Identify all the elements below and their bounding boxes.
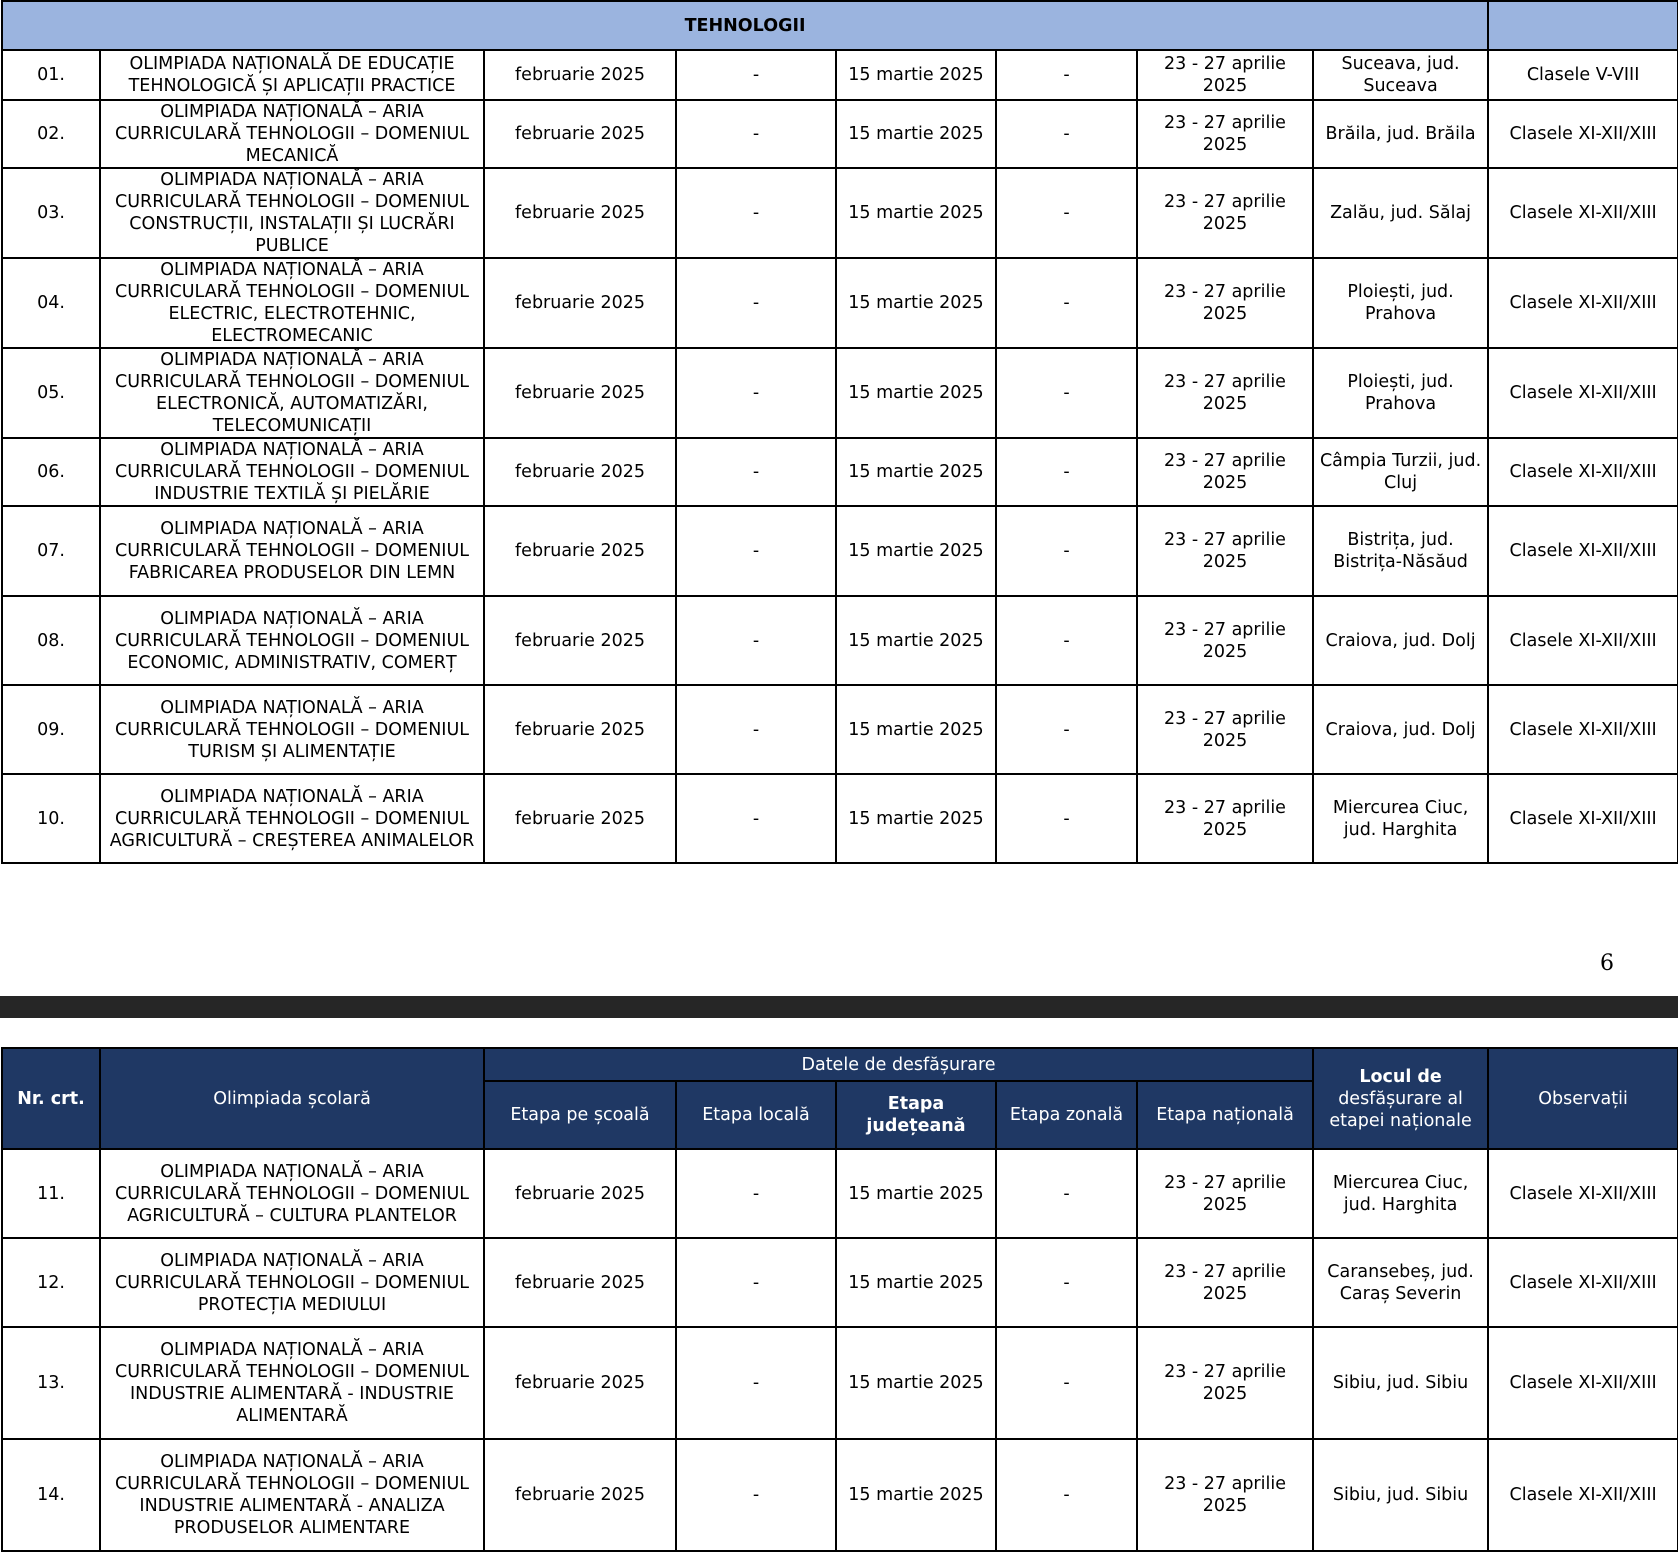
observatii: Clasele V-VIII	[1488, 50, 1678, 100]
etapa-scoala: februarie 2025	[484, 100, 676, 168]
etapa-nationala: 23 - 27 aprilie 2025	[1137, 774, 1313, 863]
table-row	[2, 774, 1678, 863]
table-row	[2, 1439, 1678, 1551]
locul-desfasurare: Miercurea Ciuc, jud. Harghita	[1313, 1149, 1488, 1238]
olympiad-name: OLIMPIADA NAȚIONALĂ – ARIA CURRICULARĂ TEHNOLOGII – DOMENIUL CONSTRUCȚII, INSTALAȚII ȘI LUCRĂRI PUBLICE	[100, 168, 484, 258]
row-number: 04.	[2, 258, 100, 348]
etapa-locala: -	[676, 100, 836, 168]
locul-desfasurare: Zalău, jud. Sălaj	[1313, 168, 1488, 258]
row-number: 02.	[2, 100, 100, 168]
locul-desfasurare: Câmpia Turzii, jud. Cluj	[1313, 438, 1488, 506]
olympiad-name: OLIMPIADA NAȚIONALĂ – ARIA CURRICULARĂ TEHNOLOGII – DOMENIUL INDUSTRIE ALIMENTARĂ - ANALIZA PRODUSELOR ALIMENTARE	[100, 1439, 484, 1551]
etapa-zonala: -	[996, 1149, 1137, 1238]
observatii: Clasele XI-XII/XIII	[1488, 596, 1678, 685]
etapa-nationala: 23 - 27 aprilie 2025	[1137, 438, 1313, 506]
locul-desfasurare: Craiova, jud. Dolj	[1313, 685, 1488, 774]
olympiad-name: OLIMPIADA NAȚIONALĂ DE EDUCAȚIE TEHNOLOGICĂ ȘI APLICAȚII PRACTICE	[100, 50, 484, 100]
observatii: Clasele XI-XII/XIII	[1488, 1238, 1678, 1327]
etapa-judeteana: 15 martie 2025	[836, 506, 996, 596]
row-number: 06.	[2, 438, 100, 506]
olympiad-name: OLIMPIADA NAȚIONALĂ – ARIA CURRICULARĂ TEHNOLOGII – DOMENIUL TURISM ȘI ALIMENTAȚIE	[100, 685, 484, 774]
etapa-scoala: februarie 2025	[484, 50, 676, 100]
etapa-judeteana: 15 martie 2025	[836, 348, 996, 438]
section-title: TEHNOLOGII	[2, 1, 1488, 50]
etapa-locala: -	[676, 168, 836, 258]
locul-desfasurare: Caransebeș, jud. Caraș Severin	[1313, 1238, 1488, 1327]
etapa-locala: -	[676, 685, 836, 774]
observatii: Clasele XI-XII/XIII	[1488, 438, 1678, 506]
header-olimpiada: Olimpiada școlară	[100, 1048, 484, 1149]
olympiad-name: OLIMPIADA NAȚIONALĂ – ARIA CURRICULARĂ TEHNOLOGII – DOMENIUL INDUSTRIE ALIMENTARĂ - INDUSTRIE ALIMENTARĂ	[100, 1327, 484, 1439]
table-row	[2, 685, 1678, 774]
etapa-scoala: februarie 2025	[484, 348, 676, 438]
row-number: 11.	[2, 1149, 100, 1238]
etapa-scoala: februarie 2025	[484, 168, 676, 258]
etapa-nationala: 23 - 27 aprilie 2025	[1137, 258, 1313, 348]
row-number: 07.	[2, 506, 100, 596]
olympiad-name: OLIMPIADA NAȚIONALĂ – ARIA CURRICULARĂ TEHNOLOGII – DOMENIUL MECANICĂ	[100, 100, 484, 168]
locul-desfasurare: Sibiu, jud. Sibiu	[1313, 1327, 1488, 1439]
etapa-zonala: -	[996, 774, 1137, 863]
locul-desfasurare: Craiova, jud. Dolj	[1313, 596, 1488, 685]
etapa-zonala: -	[996, 438, 1137, 506]
etapa-locala: -	[676, 438, 836, 506]
etapa-locala: -	[676, 506, 836, 596]
locul-desfasurare: Miercurea Ciuc, jud. Harghita	[1313, 774, 1488, 863]
etapa-locala: -	[676, 1439, 836, 1551]
table-row	[2, 1149, 1678, 1238]
header-nr-crt: Nr. crt.	[2, 1048, 100, 1149]
olympiad-table-top	[1, 0, 1678, 864]
etapa-nationala: 23 - 27 aprilie 2025	[1137, 168, 1313, 258]
section-row	[2, 1, 1678, 50]
etapa-scoala: februarie 2025	[484, 774, 676, 863]
observatii: Clasele XI-XII/XIII	[1488, 100, 1678, 168]
olympiad-name: OLIMPIADA NAȚIONALĂ – ARIA CURRICULARĂ TEHNOLOGII – DOMENIUL ELECTRIC, ELECTROTEHNIC, ELECTROMECANIC	[100, 258, 484, 348]
etapa-nationala: 23 - 27 aprilie 2025	[1137, 50, 1313, 100]
locul-desfasurare: Ploiești, jud. Prahova	[1313, 348, 1488, 438]
etapa-locala: -	[676, 1149, 836, 1238]
olympiad-name: OLIMPIADA NAȚIONALĂ – ARIA CURRICULARĂ TEHNOLOGII – DOMENIUL FABRICAREA PRODUSELOR DIN LEMN	[100, 506, 484, 596]
etapa-zonala: -	[996, 258, 1137, 348]
row-number: 03.	[2, 168, 100, 258]
etapa-zonala: -	[996, 1439, 1137, 1551]
etapa-zonala: -	[996, 596, 1137, 685]
etapa-zonala: -	[996, 685, 1137, 774]
page-divider	[0, 996, 1678, 1018]
etapa-nationala: 23 - 27 aprilie 2025	[1137, 1238, 1313, 1327]
row-number: 01.	[2, 50, 100, 100]
observatii: Clasele XI-XII/XIII	[1488, 506, 1678, 596]
etapa-scoala: februarie 2025	[484, 1238, 676, 1327]
row-number: 09.	[2, 685, 100, 774]
etapa-judeteana: 15 martie 2025	[836, 50, 996, 100]
etapa-judeteana: 15 martie 2025	[836, 168, 996, 258]
etapa-scoala: februarie 2025	[484, 596, 676, 685]
table-row	[2, 438, 1678, 506]
observatii: Clasele XI-XII/XIII	[1488, 258, 1678, 348]
table-row	[2, 1238, 1678, 1327]
table-row	[2, 168, 1678, 258]
etapa-nationala: 23 - 27 aprilie 2025	[1137, 100, 1313, 168]
row-number: 13.	[2, 1327, 100, 1439]
etapa-judeteana: 15 martie 2025	[836, 100, 996, 168]
etapa-zonala: -	[996, 348, 1137, 438]
observatii: Clasele XI-XII/XIII	[1488, 348, 1678, 438]
etapa-judeteana: 15 martie 2025	[836, 258, 996, 348]
etapa-scoala: februarie 2025	[484, 506, 676, 596]
olympiad-name: OLIMPIADA NAȚIONALĂ – ARIA CURRICULARĂ TEHNOLOGII – DOMENIUL AGRICULTURĂ – CREȘTEREA ANIMALELOR	[100, 774, 484, 863]
etapa-nationala: 23 - 27 aprilie 2025	[1137, 1327, 1313, 1439]
observatii: Clasele XI-XII/XIII	[1488, 1149, 1678, 1238]
etapa-scoala: februarie 2025	[484, 1149, 676, 1238]
olympiad-name: OLIMPIADA NAȚIONALĂ – ARIA CURRICULARĂ TEHNOLOGII – DOMENIUL ECONOMIC, ADMINISTRATIV, COMERȚ	[100, 596, 484, 685]
row-number: 05.	[2, 348, 100, 438]
header-datele: Datele de desfășurare	[484, 1048, 1313, 1081]
observatii: Clasele XI-XII/XIII	[1488, 685, 1678, 774]
olympiad-name: OLIMPIADA NAȚIONALĂ – ARIA CURRICULARĂ TEHNOLOGII – DOMENIUL ELECTRONICĂ, AUTOMATIZĂRI, TELECOMUNICAȚII	[100, 348, 484, 438]
etapa-nationala: 23 - 27 aprilie 2025	[1137, 348, 1313, 438]
page-number: 6	[1600, 951, 1614, 976]
observatii: Clasele XI-XII/XIII	[1488, 1327, 1678, 1439]
header-etapa-scoala: Etapa pe școală	[484, 1081, 676, 1149]
etapa-scoala: februarie 2025	[484, 258, 676, 348]
etapa-locala: -	[676, 596, 836, 685]
locul-desfasurare: Brăila, jud. Brăila	[1313, 100, 1488, 168]
header-etapa-zonala: Etapa zonală	[996, 1081, 1137, 1149]
locul-desfasurare: Bistrița, jud. Bistrița-Năsăud	[1313, 506, 1488, 596]
etapa-locala: -	[676, 774, 836, 863]
header-etapa-judeteana: Etapa județeană	[836, 1081, 996, 1149]
etapa-judeteana: 15 martie 2025	[836, 1327, 996, 1439]
table-row	[2, 50, 1678, 100]
etapa-zonala: -	[996, 168, 1137, 258]
etapa-nationala: 23 - 27 aprilie 2025	[1137, 506, 1313, 596]
etapa-zonala: -	[996, 50, 1137, 100]
table-row	[2, 100, 1678, 168]
header-observatii: Observații	[1488, 1048, 1678, 1149]
etapa-locala: -	[676, 1238, 836, 1327]
etapa-judeteana: 15 martie 2025	[836, 438, 996, 506]
etapa-judeteana: 15 martie 2025	[836, 1439, 996, 1551]
etapa-nationala: 23 - 27 aprilie 2025	[1137, 685, 1313, 774]
header-etapa-nationala: Etapa națională	[1137, 1081, 1313, 1149]
etapa-zonala: -	[996, 506, 1137, 596]
locul-desfasurare: Sibiu, jud. Sibiu	[1313, 1439, 1488, 1551]
etapa-locala: -	[676, 1327, 836, 1439]
olympiad-name: OLIMPIADA NAȚIONALĂ – ARIA CURRICULARĂ TEHNOLOGII – DOMENIUL AGRICULTURĂ – CULTURA PLANTELOR	[100, 1149, 484, 1238]
section-empty-cell	[1488, 1, 1678, 50]
table-row	[2, 506, 1678, 596]
observatii: Clasele XI-XII/XIII	[1488, 168, 1678, 258]
table-row	[2, 348, 1678, 438]
row-number: 14.	[2, 1439, 100, 1551]
olympiad-name: OLIMPIADA NAȚIONALĂ – ARIA CURRICULARĂ TEHNOLOGII – DOMENIUL INDUSTRIE TEXTILĂ ȘI PIELĂRIE	[100, 438, 484, 506]
etapa-scoala: februarie 2025	[484, 438, 676, 506]
etapa-nationala: 23 - 27 aprilie 2025	[1137, 1149, 1313, 1238]
table-row	[2, 1327, 1678, 1439]
header-locul: Locul de desfășurare al etapei naționale	[1313, 1048, 1488, 1149]
etapa-scoala: februarie 2025	[484, 1439, 676, 1551]
etapa-zonala: -	[996, 1327, 1137, 1439]
etapa-zonala: -	[996, 1238, 1137, 1327]
etapa-nationala: 23 - 27 aprilie 2025	[1137, 1439, 1313, 1551]
observatii: Clasele XI-XII/XIII	[1488, 1439, 1678, 1551]
locul-desfasurare: Suceava, jud. Suceava	[1313, 50, 1488, 100]
olympiad-name: OLIMPIADA NAȚIONALĂ – ARIA CURRICULARĂ TEHNOLOGII – DOMENIUL PROTECȚIA MEDIULUI	[100, 1238, 484, 1327]
table-row	[2, 596, 1678, 685]
locul-desfasurare: Ploiești, jud. Prahova	[1313, 258, 1488, 348]
header-etapa-locala: Etapa locală	[676, 1081, 836, 1149]
table-row	[2, 258, 1678, 348]
etapa-judeteana: 15 martie 2025	[836, 1149, 996, 1238]
olympiad-table-bottom	[1, 1047, 1678, 1552]
etapa-judeteana: 15 martie 2025	[836, 774, 996, 863]
row-number: 12.	[2, 1238, 100, 1327]
etapa-scoala: februarie 2025	[484, 685, 676, 774]
etapa-nationala: 23 - 27 aprilie 2025	[1137, 596, 1313, 685]
etapa-locala: -	[676, 50, 836, 100]
etapa-locala: -	[676, 258, 836, 348]
observatii: Clasele XI-XII/XIII	[1488, 774, 1678, 863]
etapa-judeteana: 15 martie 2025	[836, 685, 996, 774]
etapa-judeteana: 15 martie 2025	[836, 596, 996, 685]
etapa-scoala: februarie 2025	[484, 1327, 676, 1439]
etapa-locala: -	[676, 348, 836, 438]
etapa-zonala: -	[996, 100, 1137, 168]
row-number: 10.	[2, 774, 100, 863]
row-number: 08.	[2, 596, 100, 685]
etapa-judeteana: 15 martie 2025	[836, 1238, 996, 1327]
